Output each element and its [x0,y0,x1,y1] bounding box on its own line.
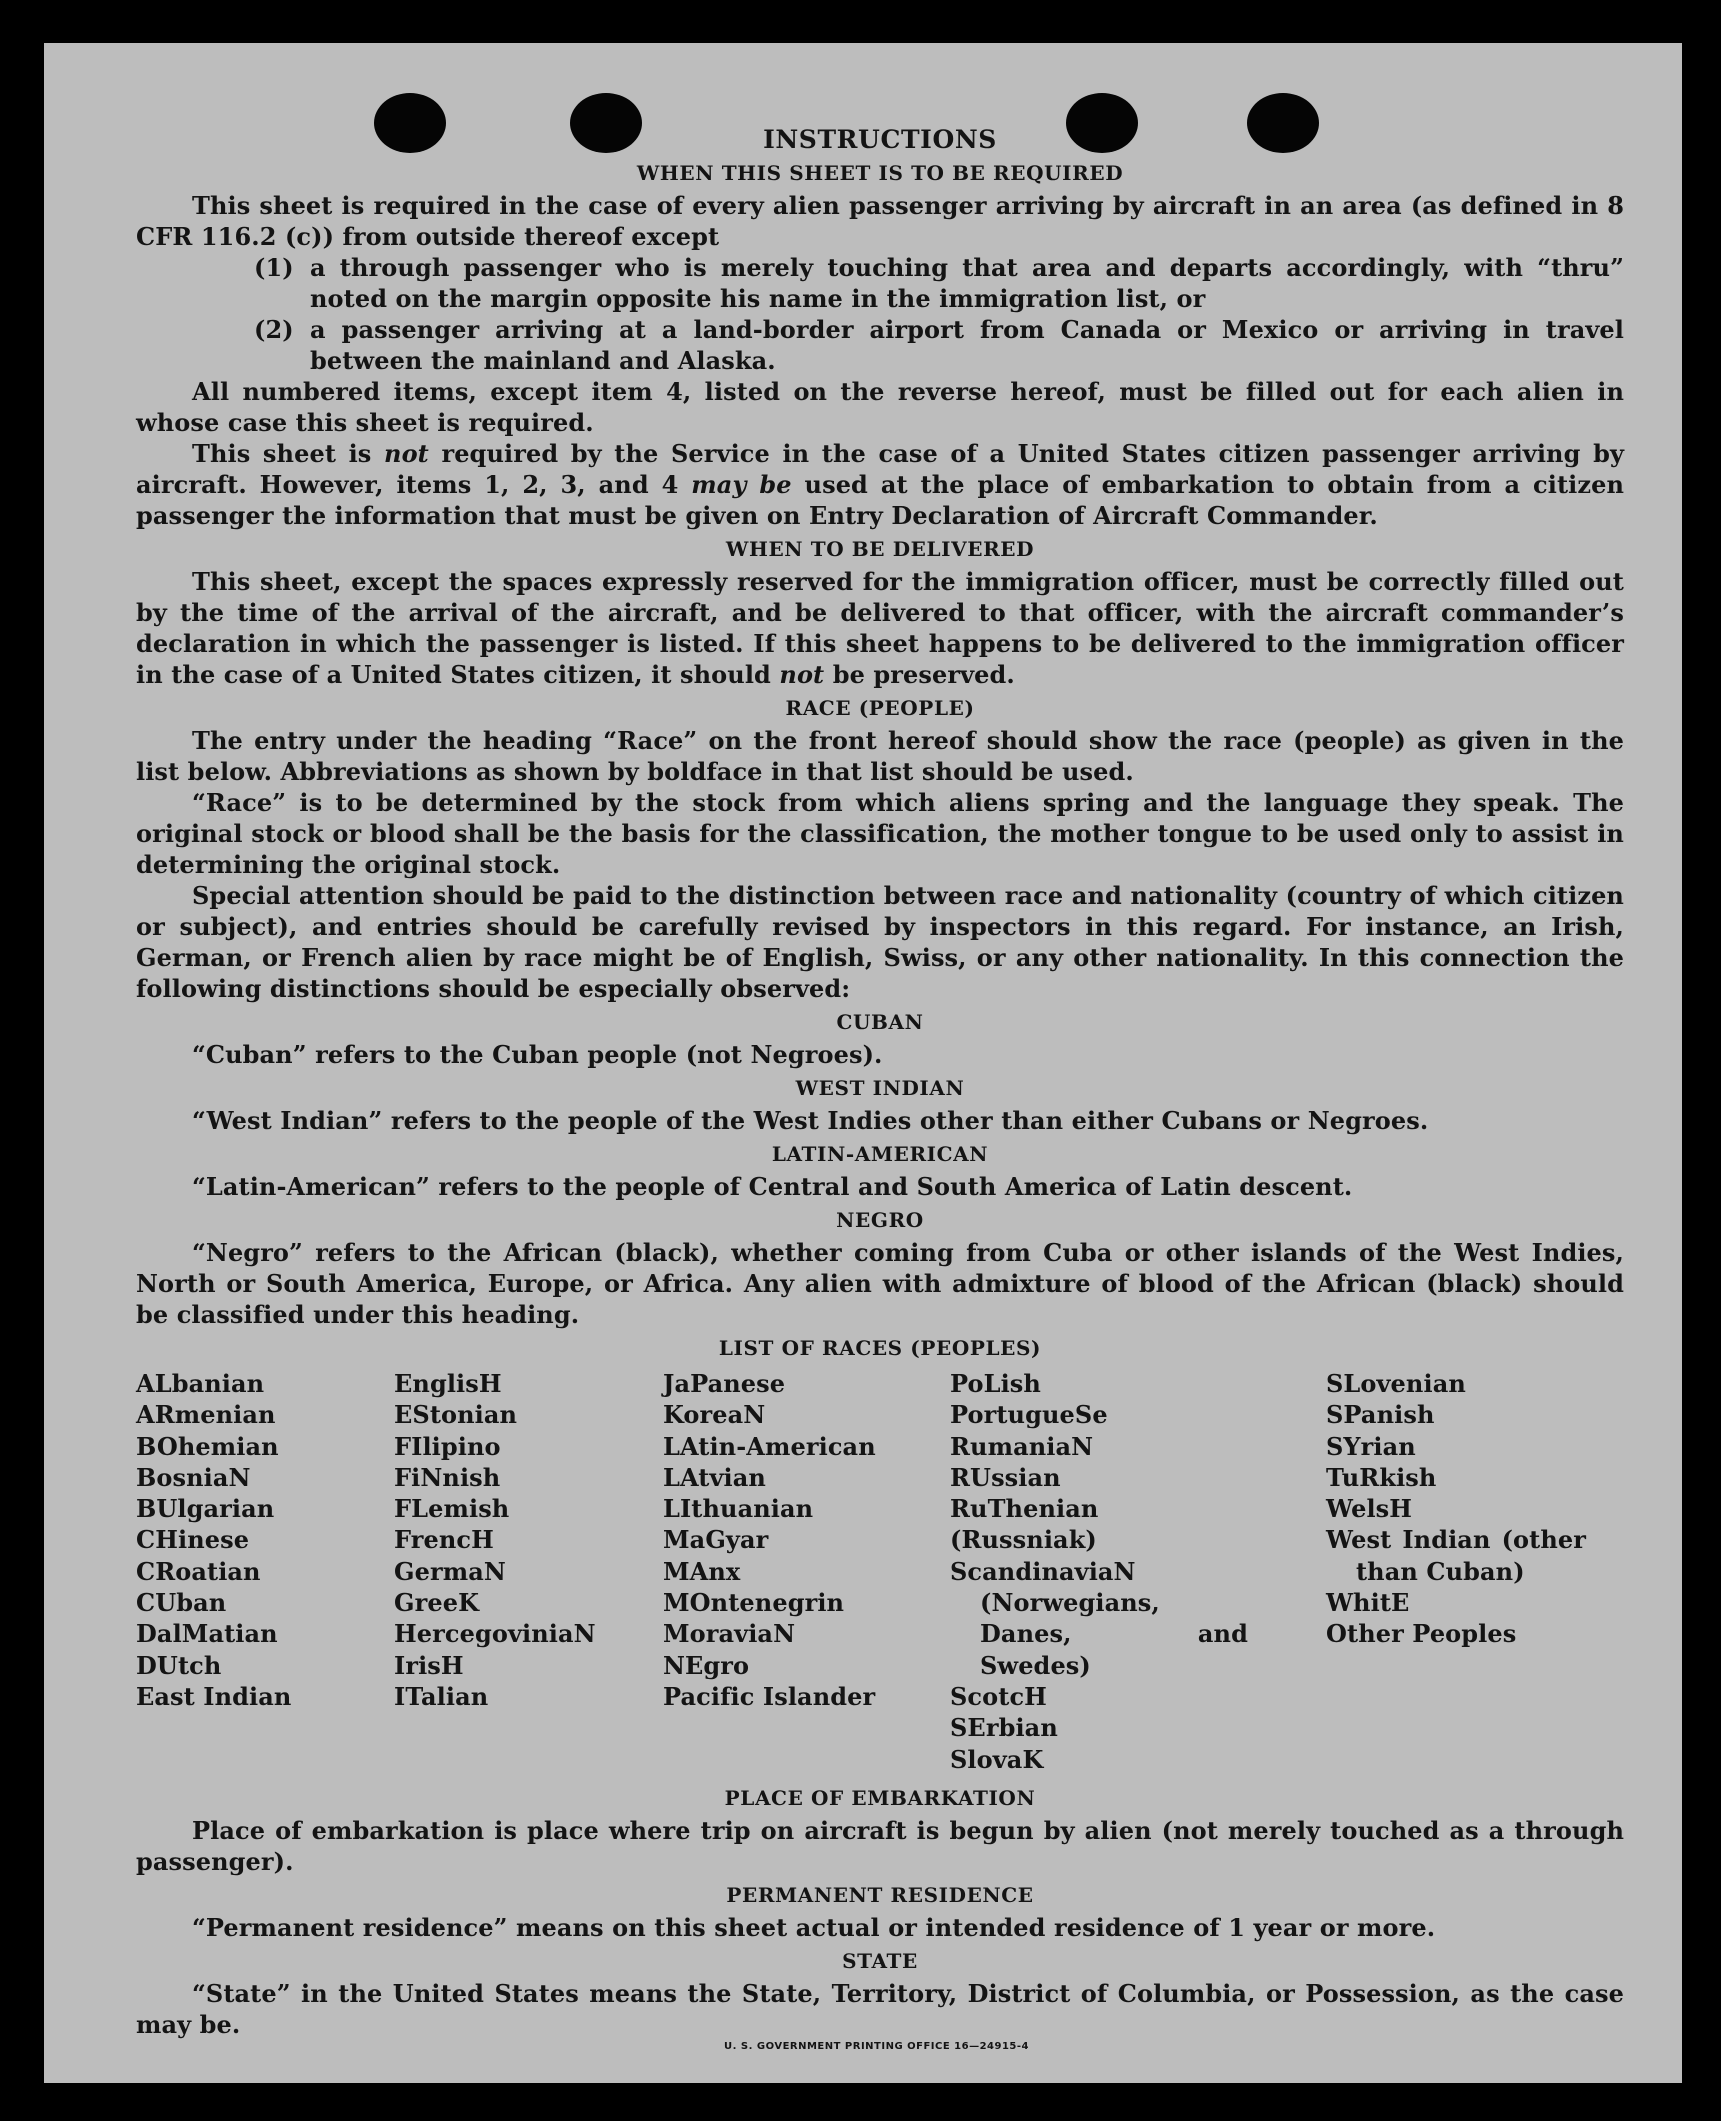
race-item: ScandinaviaN (Norwegians, Danes, and Swedes) [950,1556,1248,1680]
race-item: CUban [136,1588,227,1618]
race-item: RuThenian (Russniak) [950,1494,1099,1555]
paragraph: “Permanent residence” means on this sheet actual or intended residence of 1 year or more. [192,1912,1436,1942]
race-item: ALbanian [136,1369,265,1398]
race-column [950,1368,1248,1775]
list-item [136,252,1624,314]
paragraph: “Race” is to be determined by the stock from which aliens spring and the language they speak. The original stock or blood shall be the basis for the classification, the mother tongue to be used only to assist in determining the original stock. [136,788,1624,879]
section-heading: WEST INDIAN [795,1076,965,1100]
race-item: SErbian [950,1713,1058,1743]
race-column [663,1368,950,1775]
paragraph: “Negro” refers to the African (black), whether coming from Cuba or other islands of the West Indies, North or South America, Europe, or Africa. Any alien with admixture of blood of the African (black) should be classified under this heading. [136,1238,1624,1329]
race-item: IrisH [394,1650,464,1680]
section-heading: PLACE OF EMBARKATION [724,1785,1036,1810]
race-item: LAtvian [663,1462,766,1492]
race-item: TuRkish [1326,1462,1437,1492]
paragraph: “State” in the United States means the State, Territory, District of Columbia, or Possession, as the case may be. [136,1978,1624,2039]
race-item: DUtch [136,1650,222,1680]
race-item: BUlgarian [136,1494,275,1524]
race-item: GreeK [394,1588,480,1618]
race-item: MaGyar [663,1525,769,1555]
race-item: MoraviaN [663,1619,796,1649]
paragraph: This sheet is required in the case of every alien passenger arriving by aircraft in an area (as defined in 8 CFR 116.2 (c)) from outside thereof except [136,191,1624,251]
paragraph: The entry under the heading “Race” on the front hereof should show the race (people) as given in the list below. Abbreviations as shown by boldface in that list should be used. [136,726,1624,786]
race-item: Other Peoples [1326,1619,1517,1649]
race-item: LAtin-American [663,1431,876,1461]
paragraph: “Cuban” refers to the Cuban people (not Negroes). [192,1040,883,1069]
race-item: PortugueSe [950,1400,1108,1430]
race-item: ScotcH [950,1681,1047,1711]
item-text: a passenger arriving at a land-border airport from Canada or Mexico or arriving in travel between the mainland and Alaska. [310,315,1624,375]
race-item: Pacific Islander [663,1681,876,1711]
section-heading: PERMANENT RESIDENCE [726,1882,1034,1907]
paragraph: “West Indian” refers to the people of the West Indies other than either Cubans or Negroes. [192,1106,1429,1135]
race-item: HercegoviniaN [394,1619,596,1649]
race-item: SlovaK [950,1744,1044,1774]
race-column [136,1368,394,1775]
section-heading: CUBAN [836,1010,924,1034]
instructions-body [136,124,1624,2040]
section-heading: LIST OF RACES (PEOPLES) [718,1336,1042,1360]
section-heading: WHEN THIS SHEET IS TO BE REQUIRED [636,161,1124,185]
race-item: SLovenian [1326,1369,1466,1398]
item-number: (2) [254,315,294,344]
paragraph: Place of embarkation is place where trip on aircraft is begun by alien (not merely touched as a through passenger). [136,1815,1624,1876]
paragraph: This sheet is not required by the Service in the case of a United States citizen passenger arriving by aircraft. However, items 1, 2, 3, and 4 may be used at the place of embarkation to obtain from a citizen passenger the information that must be given on Entry Declaration of Aircraft Commander. [136,439,1624,530]
race-item: EnglisH [394,1369,502,1398]
paragraph: This sheet, except the spaces expressly reserved for the immigration officer, must be correctly filled out by the time of the arrival of the aircraft, and be delivered to that officer, with the aircraft commander’s declaration in which the passenger is listed. If this sheet happens to be delivered to the immigration officer in the case of a United States citizen, it should not be preserved. [136,567,1624,689]
race-item: KoreaN [663,1400,766,1430]
paragraph: “Latin-American” refers to the people of Central and South America of Latin descent. [192,1172,1353,1201]
race-item: SPanish [1326,1400,1435,1430]
race-item: PoLish [950,1369,1041,1398]
section-heading: NEGRO [836,1208,924,1232]
race-item: FrencH [394,1525,494,1555]
race-item: ITalian [394,1681,489,1711]
race-item: GermaN [394,1556,506,1586]
race-item: WelsH [1326,1494,1413,1524]
paragraph: All numbered items, except item 4, listed on the reverse hereof, must be filled out for each alien in whose case this sheet is required. [136,377,1624,437]
race-item: East Indian [136,1681,292,1711]
race-item: JaPanese [663,1369,786,1398]
item-number: (1) [254,253,294,282]
race-item: FLemish [394,1494,510,1524]
race-item: ARmenian [136,1400,276,1430]
paragraph: Special attention should be paid to the distinction between race and nationality (country of which citizen or subject), and entries should be carefully revised by inspectors in this regard. For instance, an Irish, German, or French alien by race might be of English, Swiss, or any other nationality. In this connection the following distinctions should be especially observed: [136,881,1624,1003]
section-heading: WHEN TO BE DELIVERED [725,537,1035,561]
section-heading: RACE (PEOPLE) [785,696,975,720]
item-text: a through passenger who is merely touching that area and departs accordingly, with “thru” noted on the margin opposite his name in the immigration list, or [310,253,1624,313]
race-item: RumaniaN [950,1431,1094,1461]
race-item: BOhemian [136,1431,279,1461]
list-item [136,314,1624,376]
race-item: MOntenegrin [663,1588,845,1618]
race-item: SYrian [1326,1431,1416,1461]
race-item: DalMatian [136,1619,278,1649]
race-column [394,1368,663,1775]
race-item: BosniaN [136,1462,251,1492]
race-item: WhitE [1326,1588,1410,1618]
printer-imprint: U. S. GOVERNMENT PRINTING OFFICE 16—24915-4 [724,2041,1029,2052]
race-item: CHinese [136,1525,250,1555]
race-item: FiNnish [394,1462,501,1492]
race-item: CRoatian [136,1556,261,1586]
race-item: LIthuanian [663,1494,814,1524]
race-list [136,1368,1624,1775]
page-title: INSTRUCTIONS [763,125,997,154]
race-item: West Indian (other than Cuban) [1326,1525,1586,1586]
race-item: EStonian [394,1400,518,1430]
section-heading: LATIN-AMERICAN [771,1142,989,1166]
document-sheet [44,43,1682,2083]
race-item: MAnx [663,1556,741,1586]
race-column [1248,1368,1586,1775]
section-heading: STATE [842,1948,918,1973]
race-item: NEgro [663,1650,750,1680]
race-item: FIlipino [394,1431,501,1461]
race-item: RUssian [950,1462,1061,1492]
